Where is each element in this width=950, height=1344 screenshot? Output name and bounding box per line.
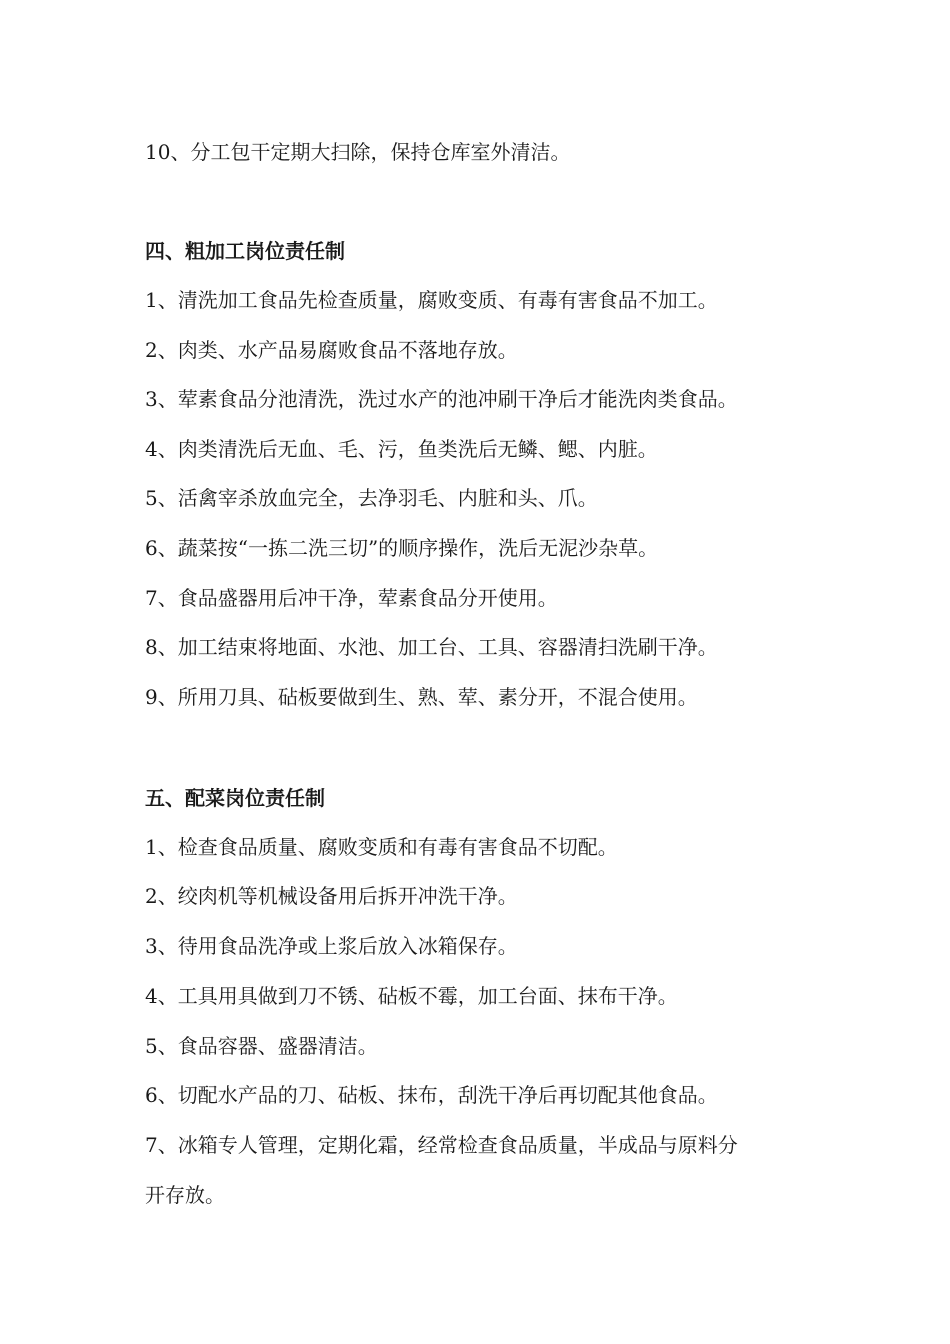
list-item: 5、食品容器、盛器清洁。 xyxy=(145,1034,378,1058)
list-item: 10、分工包干定期大扫除，保持仓库室外清洁。 xyxy=(145,140,571,164)
list-item: 6、切配水产品的刀、砧板、抹布，刮洗干净后再切配其他食品。 xyxy=(145,1083,718,1107)
list-item: 1、清洗加工食品先检查质量，腐败变质、有毒有害食品不加工。 xyxy=(145,288,718,312)
list-item: 6、蔬菜按“一拣二洗三切”的顺序操作，洗后无泥沙杂草。 xyxy=(145,536,659,560)
list-item: 3、待用食品洗净或上浆后放入冰箱保存。 xyxy=(145,934,518,958)
list-item: 9、所用刀具、砧板要做到生、熟、荤、素分开，不混合使用。 xyxy=(145,685,698,709)
list-item: 2、绞肉机等机械设备用后拆开冲洗干净。 xyxy=(145,884,518,908)
list-item: 7、食品盛器用后冲干净，荤素食品分开使用。 xyxy=(145,586,558,610)
list-item: 8、加工结束将地面、水池、加工台、工具、容器清扫洗刷干净。 xyxy=(145,635,718,659)
list-item: 4、工具用具做到刀不锈、砧板不霉，加工台面、抹布干净。 xyxy=(145,984,678,1008)
section-heading-rough-processing: 四、粗加工岗位责任制 xyxy=(145,239,345,263)
list-item: 1、检查食品质量、腐败变质和有毒有害食品不切配。 xyxy=(145,835,618,859)
list-item: 2、肉类、水产品易腐败食品不落地存放。 xyxy=(145,338,518,362)
list-item: 7、冰箱专人管理，定期化霜，经常检查食品质量，半成品与原料分 xyxy=(145,1133,738,1157)
list-item-continuation: 开存放。 xyxy=(145,1183,225,1207)
list-item: 4、肉类清洗后无血、毛、污，鱼类洗后无鳞、鳃、内脏。 xyxy=(145,437,658,461)
list-item: 5、活禽宰杀放血完全，去净羽毛、内脏和头、爪。 xyxy=(145,486,598,510)
section-heading-dish-preparation: 五、配菜岗位责任制 xyxy=(145,786,325,810)
list-item: 3、荤素食品分池清洗，洗过水产的池冲刷干净后才能洗肉类食品。 xyxy=(145,387,738,411)
